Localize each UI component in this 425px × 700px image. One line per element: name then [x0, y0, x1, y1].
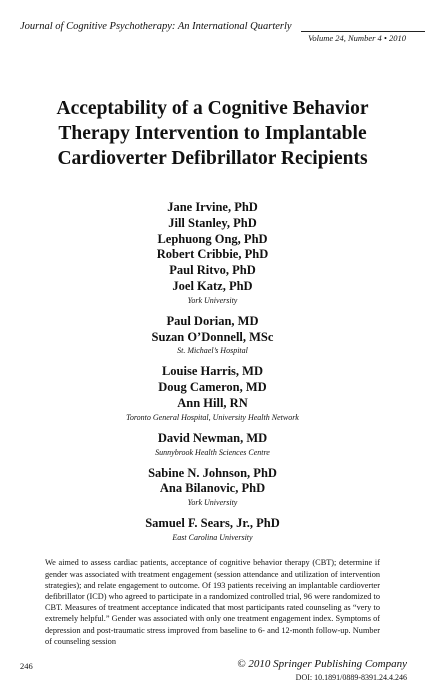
- page-number: 246: [20, 661, 33, 671]
- author-name: Jane Irvine, PhD: [167, 200, 258, 214]
- author-name: Louise Harris, MD: [161, 364, 264, 379]
- author-name: Jill Stanley, PhD: [168, 215, 257, 230]
- author-affiliation: East Carolina University: [172, 532, 253, 542]
- title-line: Acceptability of a Cognitive Behavior: [56, 98, 369, 119]
- title-line: Therapy Intervention to Implantable: [58, 123, 367, 144]
- copyright-notice: © 2010 Springer Publishing Company: [237, 658, 407, 670]
- author-name: Samuel F. Sears, Jr., PhD: [145, 516, 280, 531]
- header-rule: [301, 31, 425, 32]
- doi-link: DOI: 10.1891/0889-8391.24.4.246: [295, 673, 407, 682]
- volume-info: Volume 24, Number 4 • 2010: [308, 33, 406, 43]
- author-affiliation: Toronto General Hospital, University Health Network: [126, 412, 299, 422]
- author-group: [0, 364, 425, 423]
- author-name: David Newman, MD: [157, 430, 268, 445]
- title-line: Cardioverter Defibrillator Recipients: [57, 148, 368, 169]
- article-title: [0, 96, 425, 171]
- author-name: Ann Hill, RN: [177, 395, 248, 410]
- author-group: [0, 314, 425, 358]
- author-group: [0, 200, 425, 307]
- author-name: Robert Cribbie, PhD: [156, 247, 269, 262]
- author-affiliation: York University: [187, 498, 238, 508]
- author-name: Paul Dorian, MD: [166, 313, 259, 328]
- author-affiliation: St. Michael’s Hospital: [177, 346, 248, 356]
- author-affiliation: York University: [187, 295, 238, 305]
- abstract-text: We aimed to assess cardiac patients, acceptance of cognitive behavior therapy (CBT); determine if gender was associated with treatment engagement (session attendance and utilization of intervention strategies); and relate engagement to outcome. Of 193 patients receiving an implantable cardioverter defibrillator (ICD) who agreed to participate in a randomized controlled trial, 96 were randomized to CBT. Measures of treatment acceptance indicated that most participants rated counseling as “very to extremely helpful.” Gender was associated with only one treatment engagement index. Symptoms of depression and post-traumatic stress improved from baseline to 6- and 12-month follow-up. Number of counseling session: [45, 558, 380, 646]
- journal-header: [20, 16, 406, 43]
- author-list: [0, 200, 425, 551]
- author-name: Joel Katz, PhD: [172, 278, 253, 293]
- author-name: Sabine N. Johnson, PhD: [148, 465, 277, 480]
- author-name: Paul Ritvo, PhD: [169, 263, 256, 278]
- author-group: [0, 431, 425, 459]
- author-name: Ana Bilanovic, PhD: [159, 481, 266, 496]
- author-name: Lephuong Ong, PhD: [157, 231, 268, 246]
- author-affiliation: Sunnybrook Health Sciences Centre: [155, 447, 270, 457]
- author-group: [0, 516, 425, 544]
- author-name: Suzan O’Donnell, MSc: [151, 329, 274, 344]
- author-name: Doug Cameron, MD: [158, 380, 267, 395]
- author-group: [0, 466, 425, 510]
- journal-title: Journal of Cognitive Psychotherapy: An International Quarterly: [20, 21, 292, 32]
